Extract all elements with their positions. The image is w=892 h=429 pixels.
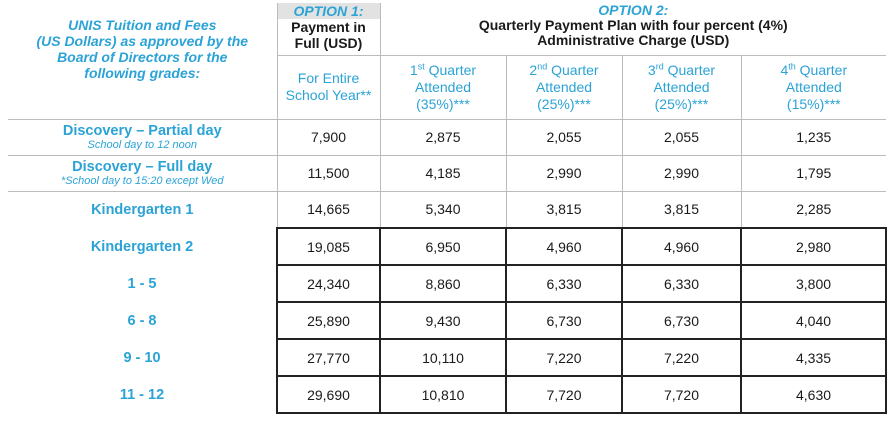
full-payment-cell: 11,500 — [277, 155, 380, 191]
option1-subheader — [277, 55, 380, 119]
option2-line: Quarterly Payment Plan with four percent (4%) — [478, 17, 788, 33]
option1-sub-line: For Entire — [297, 70, 360, 86]
q4-cell: 1,795 — [741, 155, 886, 191]
q4-cell: 4,630 — [741, 376, 886, 413]
header-row-top — [8, 3, 886, 55]
grade-cell: Discovery – Full day *School day to 15:20 except Wed — [8, 155, 277, 191]
full-payment-cell: 14,665 — [277, 191, 380, 228]
option1-sub-line: School Year** — [285, 87, 372, 103]
q1-cell: 8,860 — [380, 265, 506, 302]
q3-cell: 2,055 — [622, 119, 741, 155]
q4-cell: 2,980 — [741, 228, 886, 265]
q1-cell: 4,185 — [380, 155, 506, 191]
q3-cell: 3,815 — [622, 191, 741, 228]
q3-cell: 2,990 — [622, 155, 741, 191]
q3-cell: 6,330 — [622, 265, 741, 302]
full-payment-cell: 19,085 — [277, 228, 380, 265]
tuition-fees-table — [8, 3, 887, 414]
table-row — [8, 191, 886, 228]
table-row — [8, 155, 886, 191]
option2-header — [380, 3, 886, 55]
q3-cell: 6,730 — [622, 302, 741, 339]
table-row — [8, 119, 886, 155]
tuition-table-container — [8, 3, 886, 414]
q4-cell: 2,285 — [741, 191, 886, 228]
title-line: Board of Directors for the — [57, 49, 228, 65]
grade-cell: 6 - 8 — [127, 312, 157, 329]
q2-cell: 7,720 — [506, 376, 622, 413]
full-payment-cell: 25,890 — [277, 302, 380, 339]
grade-cell: Kindergarten 2 — [90, 238, 194, 255]
full-payment-cell: 7,900 — [277, 119, 380, 155]
q1-cell: 5,340 — [380, 191, 506, 228]
q4-cell: 1,235 — [741, 119, 886, 155]
q1-cell: 2,875 — [380, 119, 506, 155]
option1-line: Full (USD) — [294, 35, 363, 51]
option1-header — [277, 3, 380, 55]
grade-cell: Discovery – Partial day School day to 12 noon — [8, 119, 277, 155]
quarter-header-2: 2nd Quarter Attended (25%)*** — [506, 55, 622, 119]
q4-cell: 4,040 — [741, 302, 886, 339]
table-row — [8, 339, 886, 376]
q4-cell: 4,335 — [741, 339, 886, 376]
grade-cell: 11 - 12 — [119, 386, 165, 403]
q1-cell: 10,110 — [380, 339, 506, 376]
option1-line: Payment in — [291, 19, 366, 35]
q3-cell: 7,720 — [622, 376, 741, 413]
q3-cell: 4,960 — [622, 228, 741, 265]
title-line: following grades: — [84, 65, 201, 81]
table-row — [8, 228, 886, 265]
q1-cell: 10,810 — [380, 376, 506, 413]
q3-cell: 7,220 — [622, 339, 741, 376]
q1-cell: 6,950 — [380, 228, 506, 265]
table-row — [8, 302, 886, 339]
quarter-header-1: 1st Quarter Attended (35%)*** — [380, 55, 506, 119]
title-line: (US Dollars) as approved by the — [36, 33, 249, 49]
quarter-header-3: 3rd Quarter Attended (25%)*** — [622, 55, 741, 119]
grade-note: School day to 12 noon — [87, 139, 197, 151]
q4-cell: 3,800 — [741, 265, 886, 302]
table-row — [8, 376, 886, 413]
q1-cell: 9,430 — [380, 302, 506, 339]
q2-cell: 4,960 — [506, 228, 622, 265]
q2-cell: 3,815 — [506, 191, 622, 228]
grade-note: *School day to 15:20 except Wed — [61, 175, 224, 187]
full-payment-cell: 24,340 — [277, 265, 380, 302]
full-payment-cell: 27,770 — [277, 339, 380, 376]
q2-cell: 2,055 — [506, 119, 622, 155]
option1-title: OPTION 1: — [278, 3, 380, 19]
q2-cell: 7,220 — [506, 339, 622, 376]
grade-cell: 1 - 5 — [127, 275, 157, 292]
option2-title: OPTION 2: — [598, 2, 669, 18]
table-title — [8, 3, 277, 119]
q2-cell: 2,990 — [506, 155, 622, 191]
full-payment-cell: 29,690 — [277, 376, 380, 413]
option2-line: Administrative Charge (USD) — [537, 32, 730, 48]
table-row — [8, 265, 886, 302]
grade-cell: Kindergarten 1 — [91, 201, 194, 218]
q2-cell: 6,730 — [506, 302, 622, 339]
title-line: UNIS Tuition and Fees — [68, 17, 217, 33]
q2-cell: 6,330 — [506, 265, 622, 302]
grade-cell: 9 - 10 — [123, 349, 161, 366]
quarter-header-4: 4th Quarter Attended (15%)*** — [741, 55, 886, 119]
